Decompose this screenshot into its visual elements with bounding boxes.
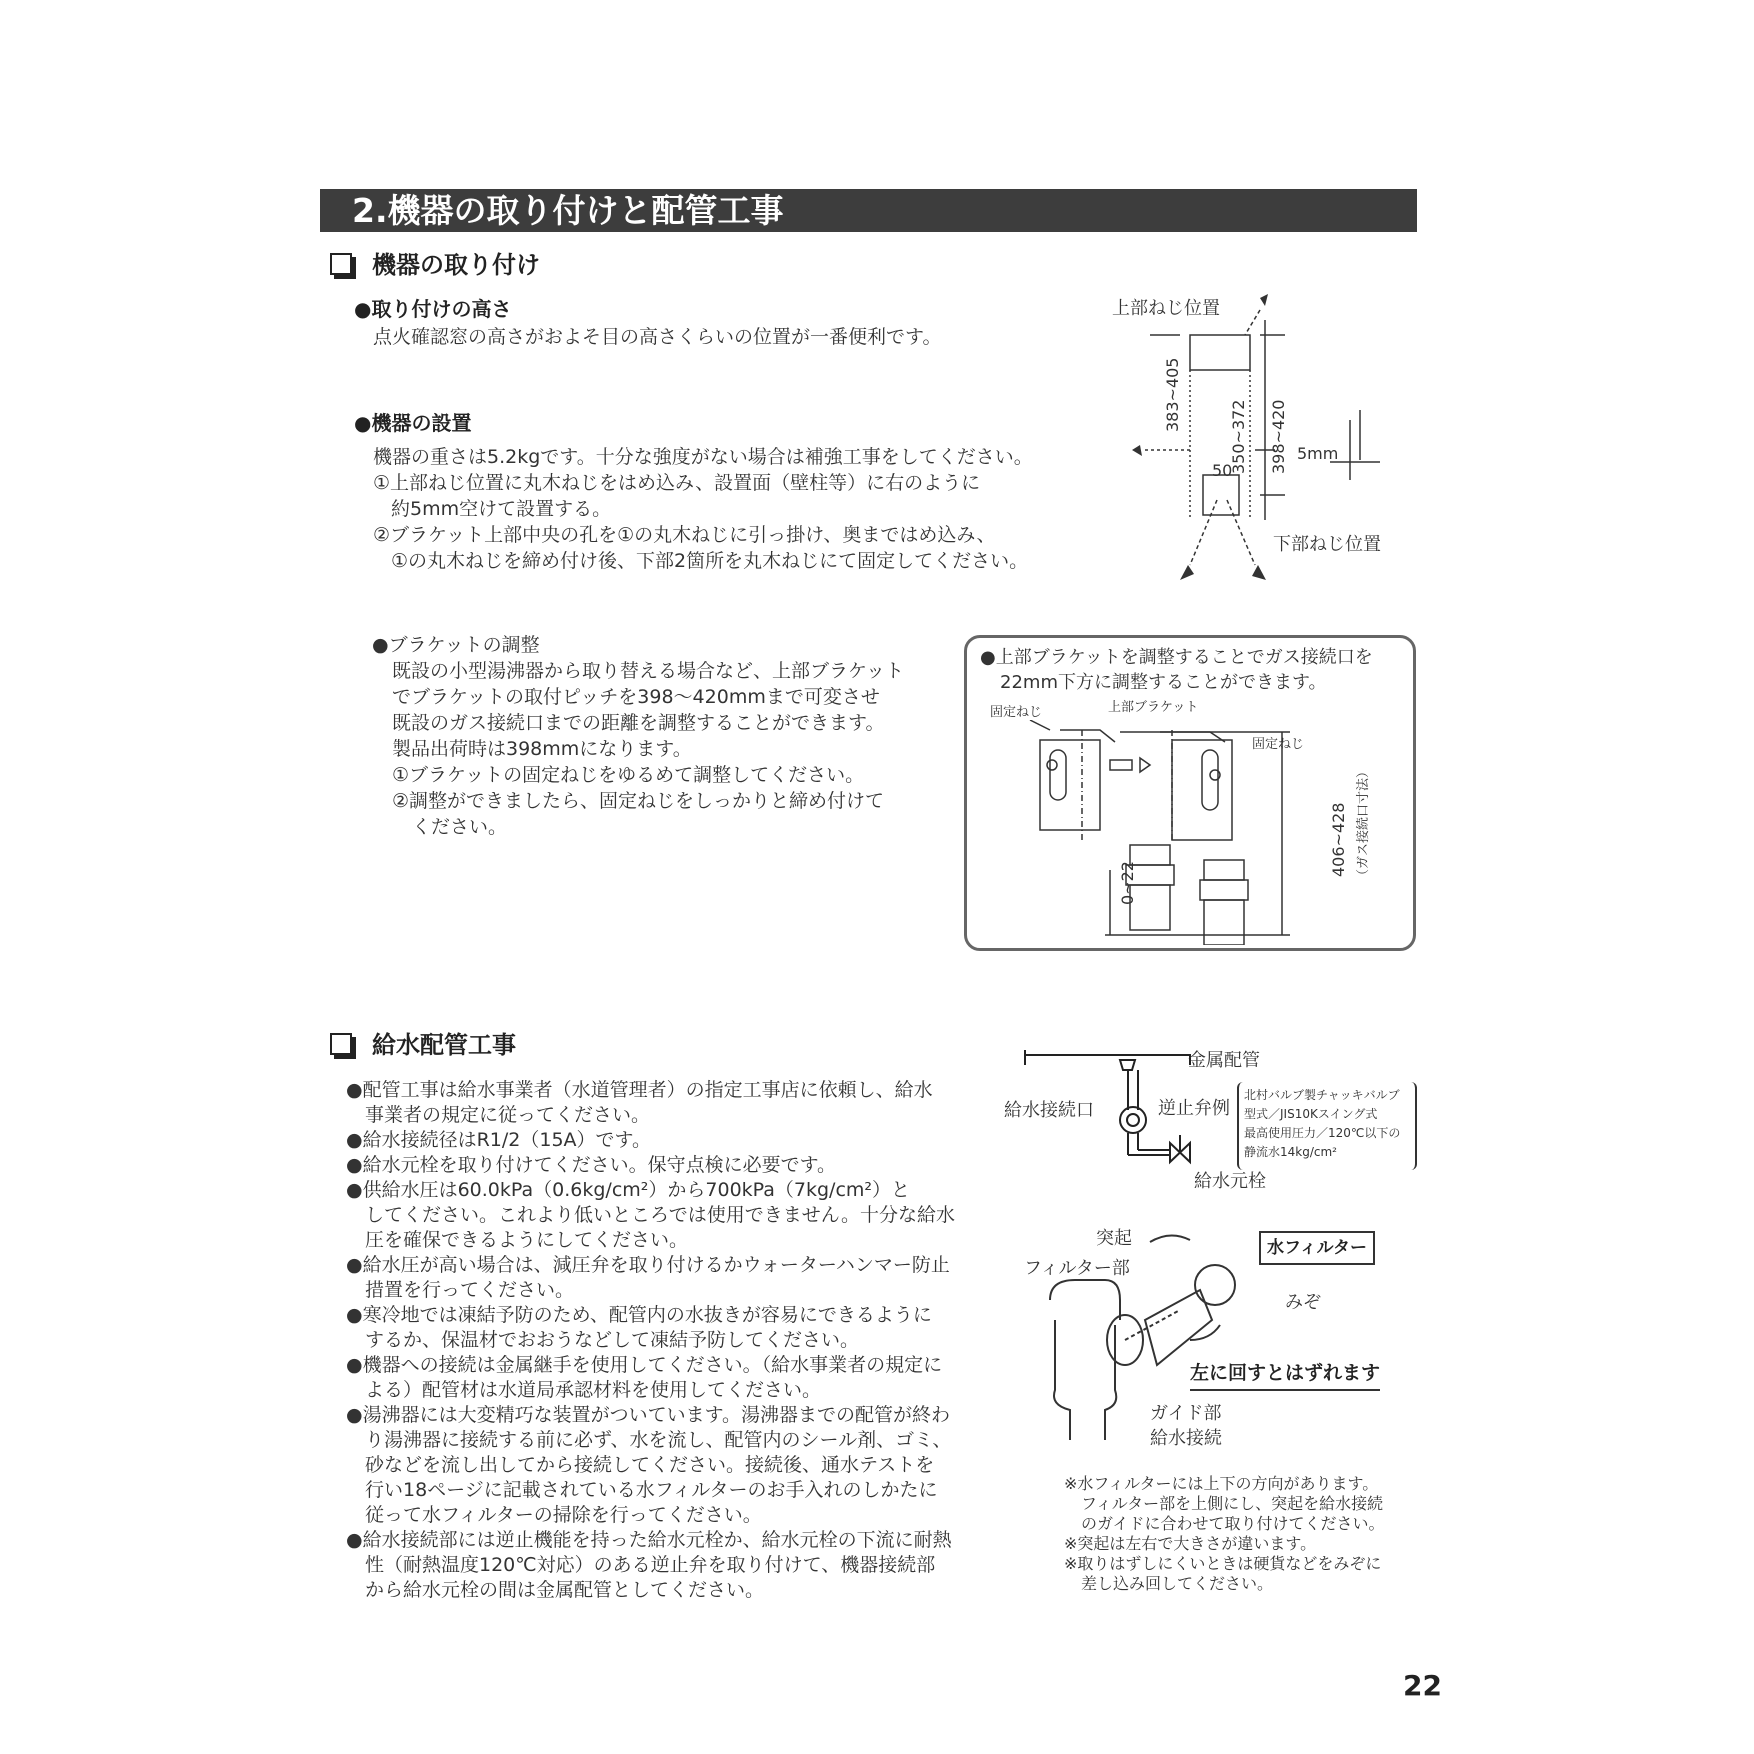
bottom-bracket-shape — [1203, 475, 1239, 515]
note-line: ※突起は左右で大きさが違います。 — [1064, 1534, 1317, 1553]
filter-cap-shape — [1195, 1265, 1235, 1305]
valve-spec — [1244, 1086, 1400, 1162]
bullet-line: 措置を行ってください。 — [365, 1279, 575, 1301]
metal-pipe-label: 金属配管 — [1188, 1050, 1260, 1071]
note-line: ※取りはずしにくいときは硬貨などをみぞに — [1064, 1554, 1382, 1573]
panel-line: 22mm下方に調整することができます。 — [1000, 672, 1327, 693]
spec-line: 最高使用圧力／120℃以下の — [1244, 1126, 1401, 1140]
bracket-line: でブラケットの取付ピッチを398～420mmまで可変させ — [392, 686, 880, 708]
spec-line: 静流水14kg/cm² — [1244, 1145, 1337, 1159]
bullet-line: してください。これより低いところでは使用できません。十分な給水 — [365, 1204, 955, 1226]
bullet-line: 性（耐熱温度120℃対応）のある逆止弁を取り付けて、機器接続部 — [365, 1554, 936, 1576]
panel-text — [980, 645, 1373, 695]
spec-line: 型式／JIS10Kスイング式 — [1244, 1107, 1378, 1121]
dim-0-22: 0~22 — [1118, 861, 1137, 905]
water-bullet — [346, 1178, 986, 1253]
note-line: のガイドに合わせて取り付けてください。 — [1081, 1514, 1385, 1533]
install-text — [373, 444, 1033, 574]
check-valve-label: 逆止弁例 — [1158, 1098, 1230, 1119]
dim-5mm: 5mm — [1297, 444, 1339, 463]
fixed-screw-right-label: 固定ねじ — [1252, 737, 1305, 752]
groove-label: みぞ — [1285, 1292, 1321, 1313]
water-bullet — [346, 1303, 986, 1353]
dim-406-428: 406~428 — [1329, 802, 1348, 877]
note-line: フィルター部を上側にし、突起を給水接続 — [1081, 1494, 1384, 1513]
water-bullet — [346, 1528, 986, 1603]
gas-dimension-note: （ガス接続口寸法） — [1356, 764, 1371, 882]
screw-icon — [1132, 445, 1142, 456]
checkbox-square-icon — [330, 253, 352, 275]
bracket-text — [392, 658, 904, 840]
bracket-line: ください。 — [412, 816, 508, 838]
connection-label: 給水接続 — [1150, 1428, 1222, 1449]
bracket-title: ●ブラケットの調整 — [372, 634, 540, 656]
height-title: ●取り付けの高さ — [354, 297, 512, 321]
filter-notes — [1064, 1474, 1385, 1594]
metal-pipe-shape — [1025, 1055, 1190, 1065]
water-inlet-label: 給水接続口 — [1004, 1100, 1094, 1121]
dim-50: 50 — [1212, 461, 1233, 480]
water-bullet — [346, 1153, 986, 1178]
upper-bracket-label: 上部ブラケット — [1108, 700, 1199, 715]
bullet-line: ●供給水圧は60.0kPa（0.6kg/cm²）から700kPa（7kg/cm²）と — [346, 1179, 911, 1201]
water-heading — [330, 1030, 516, 1060]
install-line: ②ブラケット上部中央の孔を①の丸木ねじに引っ掛け、奥まではめ込み、 — [373, 524, 996, 546]
mounting-heading — [330, 250, 540, 280]
screw-icon — [1260, 294, 1268, 306]
water-bullet — [346, 1128, 986, 1153]
install-line: ①の丸木ねじを締め付け後、下部2箇所を丸木ねじにて固定してください。 — [391, 550, 1029, 572]
install-line: ①上部ねじ位置に丸木ねじをはめ込み、設置面（壁柱等）に右のように — [373, 472, 981, 494]
install-title: ●機器の設置 — [354, 411, 472, 435]
water-filter-callout: 水フィルター — [1259, 1231, 1375, 1265]
note-line: 差し込み回してください。 — [1081, 1574, 1274, 1593]
bullet-line: よる）配管材は水道局承認材料を使用してください。 — [365, 1379, 822, 1401]
mounting-heading-label: 機器の取り付け — [372, 251, 540, 279]
bullet-line: 砂などを流し出してから接続してください。接続後、通水テストを — [365, 1454, 935, 1476]
bullet-line: ●配管工事は給水事業者（水道管理者）の指定工事店に依頼し、給水 — [346, 1079, 933, 1101]
water-bullet — [346, 1078, 986, 1128]
bullet-line: ●湯沸器には大変精巧な装置がついています。湯沸器までの配管が終わ — [346, 1404, 951, 1426]
bracket-before-shape — [1040, 740, 1100, 830]
bullet-line: 従って水フィルターの掃除を行ってください。 — [365, 1504, 762, 1526]
bracket-line: 既設の小型湯沸器から取り替える場合など、上部ブラケット — [392, 660, 905, 682]
note-line: ※水フィルターには上下の方向があります。 — [1064, 1474, 1379, 1493]
rotate-arrow-icon — [1150, 1235, 1190, 1242]
bracket-line: ②調整ができましたら、固定ねじをしっかりと締め付けて — [392, 790, 885, 812]
page-number: 22 — [1403, 1669, 1442, 1702]
water-bullet — [346, 1403, 986, 1528]
bullet-line: 事業者の規定に従ってください。 — [365, 1104, 651, 1126]
turn-left-note: 左に回すとはずれます — [1190, 1358, 1380, 1391]
bullet-line: 行い18ページに記載されている水フィルターのお手入れのしかたに — [365, 1479, 938, 1501]
spec-line: 北村バルブ製チャッキバルブ — [1244, 1088, 1400, 1102]
screw-icon — [1047, 760, 1057, 770]
bullet-line: ●給水接続径はR1/2（15A）です。 — [346, 1129, 652, 1151]
bullet-line: 圧を確保できるようにしてください。 — [365, 1229, 689, 1251]
bullet-line: ●給水元栓を取り付けてください。保守点検に必要です。 — [346, 1154, 837, 1176]
checkbox-square-icon — [330, 1033, 352, 1055]
water-bullet — [346, 1353, 986, 1403]
bracket-line: ①ブラケットの固定ねじをゆるめて調整してください。 — [392, 764, 865, 786]
rotate-arrow-icon — [1190, 1325, 1220, 1340]
install-line: 約5mm空けて設置する。 — [391, 498, 612, 520]
check-valve-icon — [1120, 1107, 1146, 1133]
top-bracket-shape — [1190, 335, 1250, 370]
water-connection-shape — [1050, 1280, 1120, 1320]
guide-label: ガイド部 — [1150, 1403, 1222, 1424]
bracket-line: 製品出荷時は398mmになります。 — [392, 738, 692, 760]
bullet-line: ●機器への接続は金属継手を使用してください。（給水事業者の規定に — [346, 1354, 943, 1376]
bullet-line: ●給水圧が高い場合は、減圧弁を取り付けるかウォーターハンマー防止 — [346, 1254, 950, 1276]
bullet-line: ●給水接続部には逆止機能を持った給水元栓か、給水元栓の下流に耐熱 — [346, 1529, 952, 1551]
install-line: 機器の重さは5.2kgです。十分な強度がない場合は補強工事をしてください。 — [373, 446, 1033, 468]
section-title: 2.機器の取り付けと配管工事 — [352, 191, 784, 230]
panel-line: ●上部ブラケットを調整することでガス接続口を — [980, 647, 1373, 668]
bottom-screw-label: 下部ねじ位置 — [1273, 534, 1381, 555]
dim-383-405: 383~405 — [1163, 357, 1182, 432]
water-bullets — [346, 1078, 986, 1603]
filter-part-label: フィルター部 — [1024, 1258, 1130, 1279]
screw-icon — [1252, 565, 1266, 580]
bullet-line: ●寒冷地では凍結予防のため、配管内の水抜きが容易にできるように — [346, 1304, 932, 1326]
height-text: 点火確認窓の高さがおよそ目の高さくらいの位置が一番便利です。 — [373, 326, 942, 348]
bullet-line: り湯沸器に接続する前に必ず、水を流し、配管内のシール剤、ゴミ、 — [365, 1429, 952, 1451]
top-screw-label: 上部ねじ位置 — [1112, 298, 1220, 319]
bullet-line: するか、保温材でおおうなどして凍結予防してください。 — [365, 1329, 860, 1351]
dim-398-420: 398~420 — [1269, 399, 1288, 474]
section-title-banner — [320, 189, 1417, 232]
bullet-line: から給水元栓の間は金属配管としてください。 — [365, 1579, 765, 1601]
protrusion-label: 突起 — [1096, 1228, 1132, 1249]
screw-icon — [1180, 565, 1194, 580]
water-heading-label: 給水配管工事 — [372, 1031, 516, 1059]
bracket-line: 既設のガス接続口までの距離を調整することができます。 — [392, 712, 885, 734]
main-valve-label: 給水元栓 — [1194, 1171, 1266, 1192]
dim-350-372: 350~372 — [1229, 399, 1248, 474]
water-bullet — [346, 1253, 986, 1303]
fixed-screw-left-label: 固定ねじ — [990, 705, 1043, 720]
